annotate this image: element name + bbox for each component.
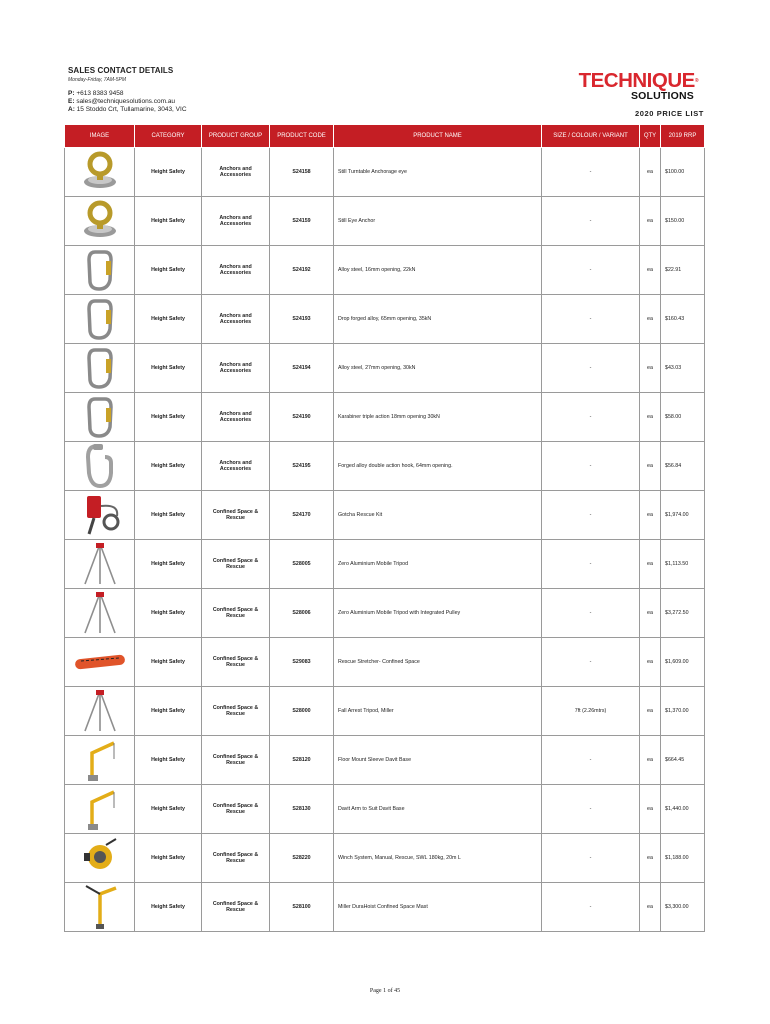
product-code-cell: S28220 xyxy=(270,834,334,883)
price-cell: $100.00 xyxy=(661,148,705,197)
variant-cell: - xyxy=(542,540,640,589)
qty-cell: ea xyxy=(640,491,661,540)
stretcher-icon xyxy=(65,638,135,687)
page-footer: Page 1 of 45 xyxy=(369,988,401,994)
tripod-icon xyxy=(65,687,135,736)
variant-cell: - xyxy=(542,393,640,442)
variant-cell: - xyxy=(542,197,640,246)
qty-cell: ea xyxy=(640,883,661,932)
product-group-cell: Confined Space & Rescue xyxy=(202,883,270,932)
column-header: IMAGE xyxy=(65,125,135,148)
variant-cell: - xyxy=(542,589,640,638)
category-cell: Height Safety xyxy=(135,344,202,393)
product-code-cell: S28120 xyxy=(270,736,334,785)
product-code-cell: S24195 xyxy=(270,442,334,491)
product-name-cell: Davit Arm to Suit Davit Base xyxy=(334,785,542,834)
variant-cell: - xyxy=(542,785,640,834)
product-name-cell: Floor Mount Sleeve Davit Base xyxy=(334,736,542,785)
price-cell: $150.00 xyxy=(661,197,705,246)
table-row xyxy=(65,197,705,246)
product-group-cell: Confined Space & Rescue xyxy=(202,491,270,540)
qty-cell: ea xyxy=(640,589,661,638)
category-cell: Height Safety xyxy=(135,295,202,344)
price-table xyxy=(64,124,705,932)
qty-cell: ea xyxy=(640,687,661,736)
address-value: 15 Stoddo Crt, Tullamarine, 3043, VIC xyxy=(76,106,187,113)
price-list-title: 2020 PRICE LIST xyxy=(634,109,704,118)
email-value: sales@techniquesolutions.com.au xyxy=(76,98,176,105)
email-label: E: xyxy=(68,98,75,105)
product-name-cell: Karabiner triple action 18mm opening 30kN xyxy=(334,393,542,442)
logo-brand xyxy=(555,71,698,91)
phone-value: +613 8383 9458 xyxy=(76,90,124,97)
category-cell: Height Safety xyxy=(135,834,202,883)
product-name-cell: Gotcha Rescue Kit xyxy=(334,491,542,540)
category-cell: Height Safety xyxy=(135,883,202,932)
company-logo xyxy=(555,71,698,102)
contact-hours: Monday-Friday, 7AM-5PM xyxy=(68,77,126,83)
product-group-cell: Confined Space & Rescue xyxy=(202,834,270,883)
category-cell: Height Safety xyxy=(135,197,202,246)
category-cell: Height Safety xyxy=(135,491,202,540)
phone-label: P: xyxy=(68,90,75,97)
product-code-cell: S29083 xyxy=(270,638,334,687)
contact-phone xyxy=(68,90,368,97)
category-cell: Height Safety xyxy=(135,393,202,442)
product-group-cell: Confined Space & Rescue xyxy=(202,736,270,785)
product-group-cell: Anchors and Accessories xyxy=(202,197,270,246)
price-cell: $3,272.50 xyxy=(661,589,705,638)
variant-cell: - xyxy=(542,295,640,344)
product-name-cell: Miller DuraHoist Confined Space Mast xyxy=(334,883,542,932)
variant-cell: - xyxy=(542,148,640,197)
karabiner-icon xyxy=(65,344,135,393)
address-label: A: xyxy=(68,106,75,113)
column-header: PRODUCT CODE xyxy=(270,125,334,148)
variant-cell: - xyxy=(542,246,640,295)
product-name-cell: Fall Arrest Tripod, Miller xyxy=(334,687,542,736)
table-row xyxy=(65,883,705,932)
product-name-cell: Alloy steel, 16mm opening, 22kN xyxy=(334,246,542,295)
product-name-cell: Still Turntable Anchorage eye xyxy=(334,148,542,197)
product-group-cell: Anchors and Accessories xyxy=(202,442,270,491)
price-cell: $3,300.00 xyxy=(661,883,705,932)
swivel-eye-icon xyxy=(65,197,135,246)
table-row xyxy=(65,638,705,687)
variant-cell: - xyxy=(542,834,640,883)
product-group-cell: Confined Space & Rescue xyxy=(202,687,270,736)
qty-cell: ea xyxy=(640,393,661,442)
product-name-cell: Rescue Stretcher- Confined Space xyxy=(334,638,542,687)
product-name-cell: Alloy steel, 27mm opening, 30kN xyxy=(334,344,542,393)
price-cell: $1,188.00 xyxy=(661,834,705,883)
karabiner-icon xyxy=(65,246,135,295)
product-group-cell: Anchors and Accessories xyxy=(202,295,270,344)
product-code-cell: S28000 xyxy=(270,687,334,736)
product-group-cell: Anchors and Accessories xyxy=(202,393,270,442)
table-body xyxy=(65,148,705,932)
column-header: CATEGORY xyxy=(135,125,202,148)
variant-cell: - xyxy=(542,442,640,491)
price-cell: $56.84 xyxy=(661,442,705,491)
logo-reg-mark: ® xyxy=(694,78,698,84)
tripod-icon xyxy=(65,540,135,589)
table-row xyxy=(65,834,705,883)
price-cell: $58.00 xyxy=(661,393,705,442)
product-name-cell: Zero Aluminium Mobile Tripod xyxy=(334,540,542,589)
variant-cell: - xyxy=(542,883,640,932)
product-group-cell: Confined Space & Rescue xyxy=(202,638,270,687)
table-row xyxy=(65,540,705,589)
contact-email xyxy=(68,98,368,105)
category-cell: Height Safety xyxy=(135,785,202,834)
tripod-icon xyxy=(65,589,135,638)
variant-cell: - xyxy=(542,491,640,540)
category-cell: Height Safety xyxy=(135,736,202,785)
product-code-cell: S28100 xyxy=(270,883,334,932)
price-cell: $22.91 xyxy=(661,246,705,295)
product-code-cell: S24193 xyxy=(270,295,334,344)
product-name-cell: Still Eye Anchor xyxy=(334,197,542,246)
logo-brand-text: TECHNIQUE xyxy=(578,69,695,92)
logo-sub: SOLUTIONS xyxy=(630,90,694,102)
price-cell: $1,974.00 xyxy=(661,491,705,540)
column-header: PRODUCT NAME xyxy=(334,125,542,148)
column-header: PRODUCT GROUP xyxy=(202,125,270,148)
qty-cell: ea xyxy=(640,148,661,197)
winch-icon xyxy=(65,834,135,883)
table-row xyxy=(65,246,705,295)
karabiner-icon xyxy=(65,295,135,344)
category-cell: Height Safety xyxy=(135,246,202,295)
qty-cell: ea xyxy=(640,295,661,344)
product-group-cell: Confined Space & Rescue xyxy=(202,785,270,834)
product-group-cell: Anchors and Accessories xyxy=(202,148,270,197)
table-row xyxy=(65,736,705,785)
column-header: QTY xyxy=(640,125,661,148)
product-group-cell: Anchors and Accessories xyxy=(202,344,270,393)
product-code-cell: S28006 xyxy=(270,589,334,638)
product-group-cell: Anchors and Accessories xyxy=(202,246,270,295)
table-row xyxy=(65,442,705,491)
qty-cell: ea xyxy=(640,785,661,834)
product-name-cell: Zero Aluminium Mobile Tripod with Integrated Pulley xyxy=(334,589,542,638)
category-cell: Height Safety xyxy=(135,687,202,736)
category-cell: Height Safety xyxy=(135,589,202,638)
product-code-cell: S24170 xyxy=(270,491,334,540)
price-cell: $1,113.50 xyxy=(661,540,705,589)
product-code-cell: S24158 xyxy=(270,148,334,197)
product-group-cell: Confined Space & Rescue xyxy=(202,589,270,638)
price-cell: $1,609.00 xyxy=(661,638,705,687)
contact-title: SALES CONTACT DETAILS xyxy=(68,66,174,75)
scaffold-hook-icon xyxy=(65,442,135,491)
qty-cell: ea xyxy=(640,834,661,883)
product-code-cell: S24192 xyxy=(270,246,334,295)
qty-cell: ea xyxy=(640,638,661,687)
product-code-cell: S24194 xyxy=(270,344,334,393)
rescue-kit-icon xyxy=(65,491,135,540)
qty-cell: ea xyxy=(640,736,661,785)
qty-cell: ea xyxy=(640,442,661,491)
variant-cell: - xyxy=(542,344,640,393)
qty-cell: ea xyxy=(640,540,661,589)
davit-icon xyxy=(65,736,135,785)
column-header: SIZE / COLOUR / VARIANT xyxy=(542,125,640,148)
product-code-cell: S28130 xyxy=(270,785,334,834)
table-row xyxy=(65,344,705,393)
category-cell: Height Safety xyxy=(135,442,202,491)
table-row xyxy=(65,687,705,736)
column-header: 2019 RRP xyxy=(661,125,705,148)
table-header-row xyxy=(65,125,705,148)
qty-cell: ea xyxy=(640,197,661,246)
karabiner-icon xyxy=(65,393,135,442)
product-group-cell: Confined Space & Rescue xyxy=(202,540,270,589)
contact-address xyxy=(68,106,368,113)
product-code-cell: S24159 xyxy=(270,197,334,246)
table-row xyxy=(65,393,705,442)
product-name-cell: Forged alloy double action hook, 64mm opening. xyxy=(334,442,542,491)
price-cell: $160.43 xyxy=(661,295,705,344)
variant-cell: - xyxy=(542,638,640,687)
table-row xyxy=(65,148,705,197)
table-row xyxy=(65,589,705,638)
price-cell: $664.45 xyxy=(661,736,705,785)
category-cell: Height Safety xyxy=(135,148,202,197)
price-cell: $1,370.00 xyxy=(661,687,705,736)
table-row xyxy=(65,785,705,834)
category-cell: Height Safety xyxy=(135,638,202,687)
qty-cell: ea xyxy=(640,344,661,393)
swivel-eye-icon xyxy=(65,148,135,197)
product-name-cell: Drop forged alloy, 65mm opening, 35kN xyxy=(334,295,542,344)
product-code-cell: S28005 xyxy=(270,540,334,589)
variant-cell: - xyxy=(542,736,640,785)
variant-cell: 7ft (2.26mtrs) xyxy=(542,687,640,736)
table-row xyxy=(65,295,705,344)
qty-cell: ea xyxy=(640,246,661,295)
price-cell: $43.03 xyxy=(661,344,705,393)
sales-contact-block xyxy=(68,66,368,113)
table-row xyxy=(65,491,705,540)
price-cell: $1,440.00 xyxy=(661,785,705,834)
product-name-cell: Winch System, Manual, Rescue, SWL 180kg, 20m L xyxy=(334,834,542,883)
davit-icon xyxy=(65,785,135,834)
product-code-cell: S24190 xyxy=(270,393,334,442)
mast-icon xyxy=(65,883,135,932)
category-cell: Height Safety xyxy=(135,540,202,589)
